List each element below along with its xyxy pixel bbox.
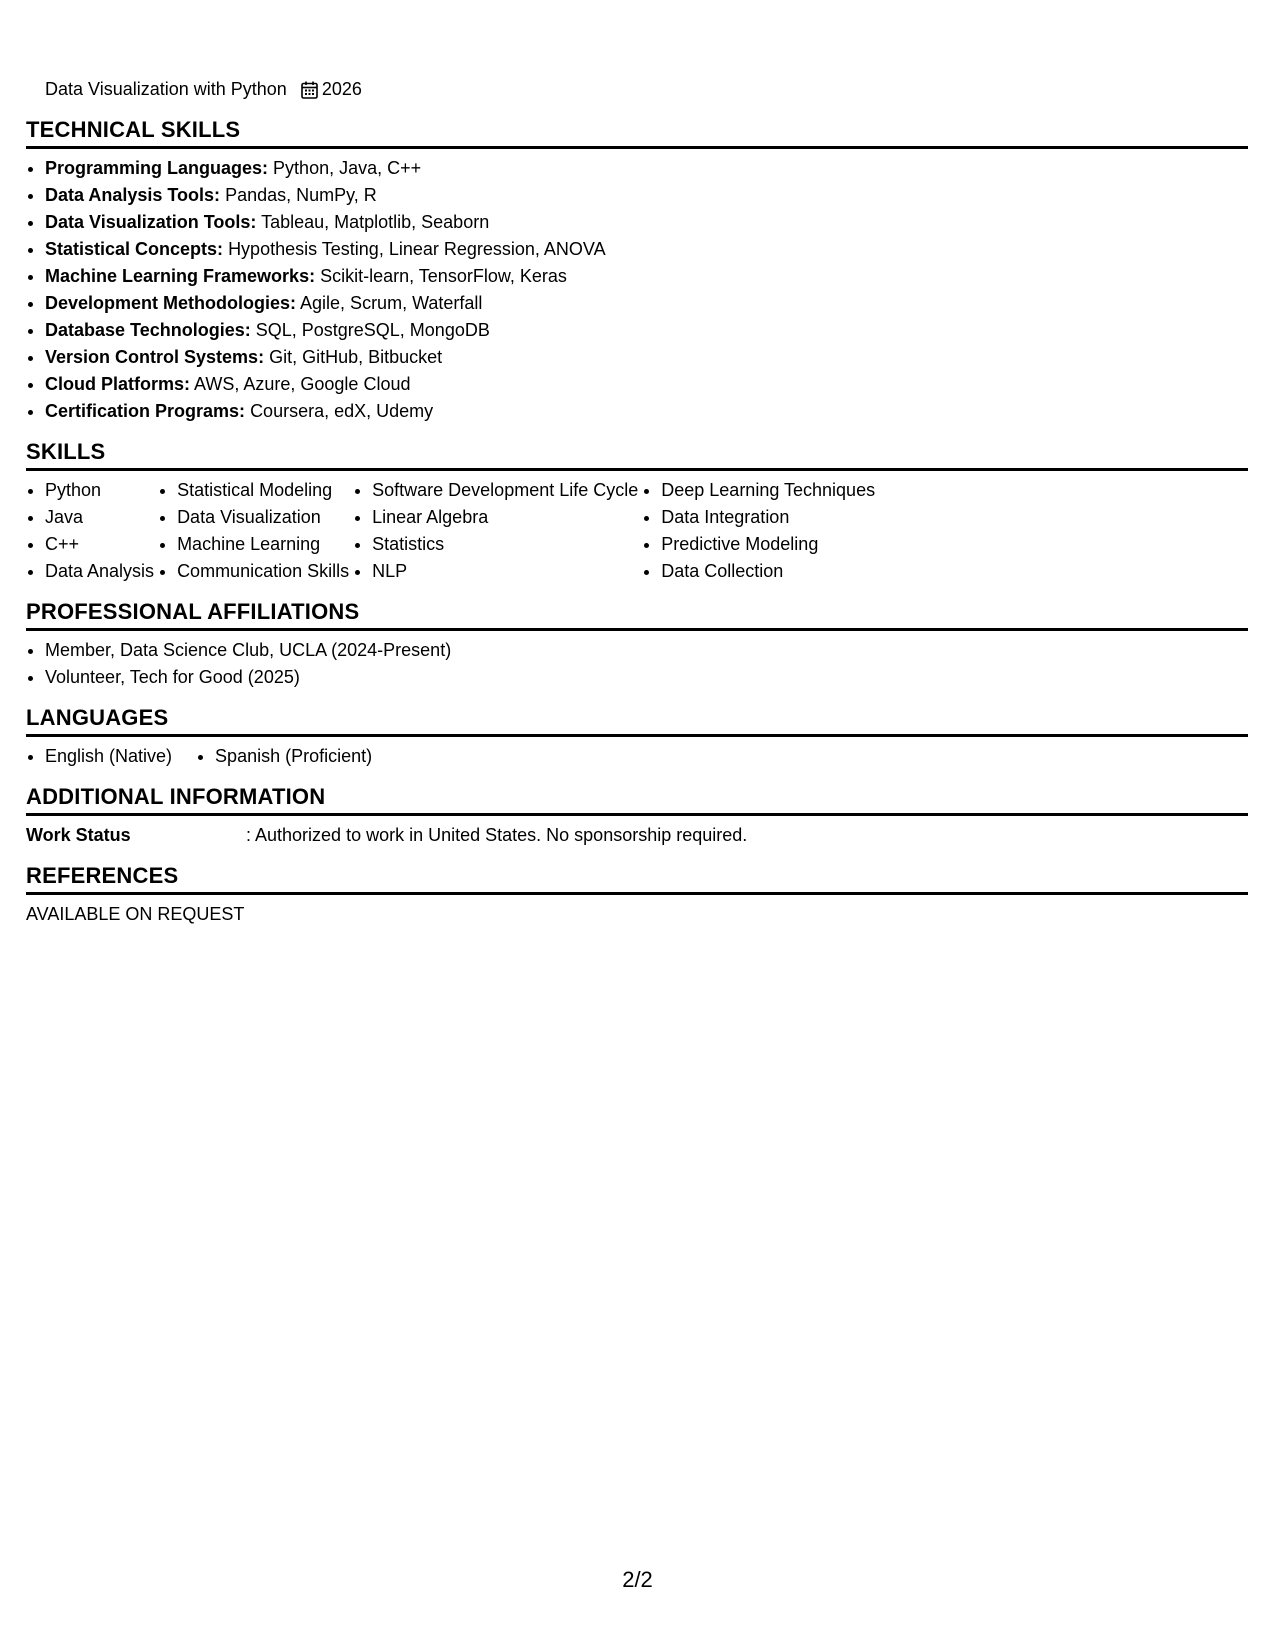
technical-skill-item	[45, 155, 1248, 182]
affiliations-section	[26, 599, 1248, 691]
languages-row	[26, 743, 1248, 770]
technical-skill-item	[45, 317, 1248, 344]
skills-column	[158, 477, 349, 585]
skill-category: Cloud Platforms:	[45, 374, 191, 394]
skill-value: Scikit-learn, TensorFlow, Keras	[320, 266, 567, 286]
skill-item: • Java	[45, 504, 154, 531]
skill-item: • Machine Learning	[177, 531, 349, 558]
skills-column	[26, 477, 154, 585]
skills-grid	[26, 477, 1248, 585]
technical-skill-item	[45, 371, 1248, 398]
skill-category: Version Control Systems:	[45, 347, 265, 367]
affiliation-item: • Member, Data Science Club, UCLA (2024-Present)	[45, 637, 1248, 664]
skill-category: Development Methodologies:	[45, 293, 297, 313]
skill-item: • Data Analysis	[45, 558, 154, 585]
skill-item: • Statistics	[372, 531, 638, 558]
skill-category: Data Analysis Tools:	[45, 185, 221, 205]
calendar-icon	[301, 81, 318, 99]
skill-value: AWS, Azure, Google Cloud	[194, 374, 411, 394]
work-status-label: Work Status	[26, 825, 131, 845]
technical-skill-item	[45, 209, 1248, 236]
skill-item: • Data Collection	[661, 558, 875, 585]
skill-item: • Software Development Life Cycle	[372, 477, 638, 504]
skill-value: Python, Java, C++	[273, 158, 422, 178]
certification-year: 2026	[321, 79, 362, 99]
skill-item: • C++	[45, 531, 154, 558]
skills-column	[642, 477, 875, 585]
references-text: AVAILABLE ON REQUEST	[26, 904, 245, 924]
skill-value: Coursera, edX, Udemy	[250, 401, 434, 421]
skill-category: Data Visualization Tools:	[45, 212, 257, 232]
section-title-languages: LANGUAGES	[26, 705, 1248, 737]
skill-item: • Communication Skills	[177, 558, 349, 585]
additional-info-section	[26, 784, 1248, 849]
references-section	[26, 863, 1248, 928]
languages-section	[26, 705, 1248, 770]
skill-category: Machine Learning Frameworks:	[45, 266, 316, 286]
skill-item: • Linear Algebra	[372, 504, 638, 531]
skill-category: Statistical Concepts:	[45, 239, 224, 259]
technical-skills-list	[26, 155, 1248, 425]
certification-item	[45, 76, 1248, 103]
work-status-value: : Authorized to work in United States. No sponsorship required.	[246, 825, 748, 845]
skill-item: • Python	[45, 477, 154, 504]
technical-skill-item	[45, 344, 1248, 371]
resume-page	[26, 76, 1248, 928]
skill-item: • NLP	[372, 558, 638, 585]
affiliation-item: • Volunteer, Tech for Good (2025)	[45, 664, 1248, 691]
skill-value: Hypothesis Testing, Linear Regression, ANOVA	[228, 239, 606, 259]
technical-skill-item	[45, 263, 1248, 290]
page-number: 2/2	[622, 1567, 653, 1592]
skill-category: Certification Programs:	[45, 401, 246, 421]
language-column	[26, 743, 172, 770]
section-title-references: REFERENCES	[26, 863, 1248, 895]
skill-value: Pandas, NumPy, R	[225, 185, 377, 205]
skills-section	[26, 439, 1248, 585]
section-title-technical-skills: TECHNICAL SKILLS	[26, 117, 1248, 149]
section-title-skills: SKILLS	[26, 439, 1248, 471]
skill-item: • Predictive Modeling	[661, 531, 875, 558]
certification-name: Data Visualization with Python	[45, 79, 287, 99]
skill-value: SQL, PostgreSQL, MongoDB	[255, 320, 490, 340]
language-item: • Spanish (Proficient)	[215, 743, 372, 770]
skill-value: Agile, Scrum, Waterfall	[300, 293, 483, 313]
affiliations-list	[26, 637, 1248, 691]
technical-skill-item	[45, 236, 1248, 263]
technical-skill-item	[45, 398, 1248, 425]
technical-skills-section	[26, 117, 1248, 425]
skill-item: • Data Integration	[661, 504, 875, 531]
skill-value: Git, GitHub, Bitbucket	[269, 347, 443, 367]
skill-value: Tableau, Matplotlib, Seaborn	[261, 212, 490, 232]
skill-category: Programming Languages:	[45, 158, 269, 178]
language-item: • English (Native)	[45, 743, 172, 770]
technical-skill-item	[45, 182, 1248, 209]
work-status-row	[26, 822, 1248, 849]
skill-item: • Statistical Modeling	[177, 477, 349, 504]
technical-skill-item	[45, 290, 1248, 317]
skill-item: • Data Visualization	[177, 504, 349, 531]
skills-column	[353, 477, 638, 585]
section-title-additional-info: ADDITIONAL INFORMATION	[26, 784, 1248, 816]
section-title-affiliations: PROFESSIONAL AFFILIATIONS	[26, 599, 1248, 631]
skill-category: Database Technologies:	[45, 320, 251, 340]
skill-item: • Deep Learning Techniques	[661, 477, 875, 504]
certification-list	[26, 76, 1248, 103]
language-column	[196, 743, 372, 770]
